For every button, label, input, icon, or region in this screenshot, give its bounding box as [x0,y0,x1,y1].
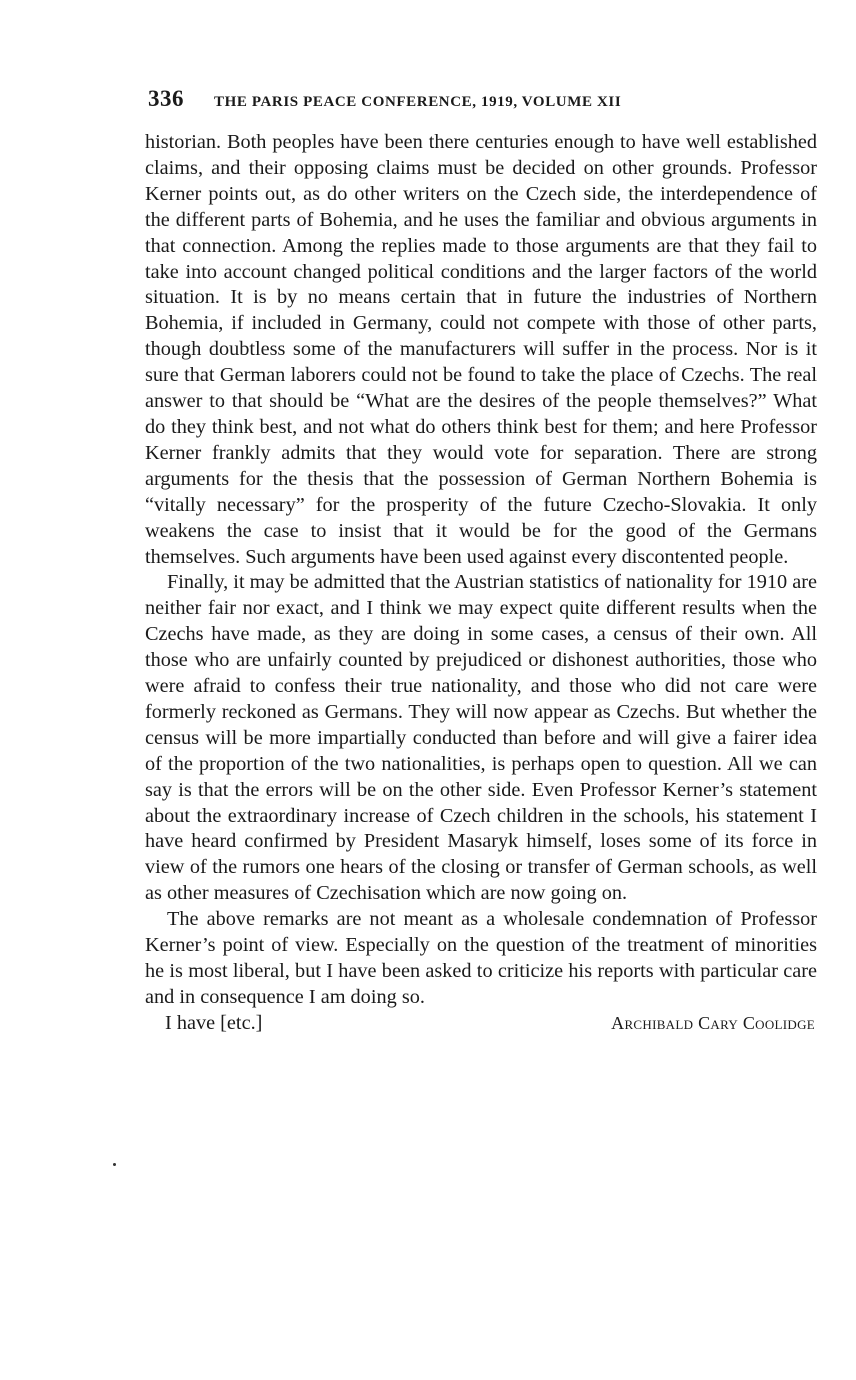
stray-mark [113,1163,116,1166]
paragraph-continued: historian. Both peoples have been there centuries enough to have well established claims, and their opposing claims must be decided on other grounds. Professor Kerner points out, as do other writers on the Czech side, the interdependence of the different parts of Bohemia, and he uses the familiar and obvious arguments in that connection. Among the replies made to those arguments are that they fail to take into account changed political conditions and the larger factors of the world situation. It is by no means certain that in future the industries of Northern Bohemia, if included in Germany, could not compete with those of other parts, though doubtless some of the manufacturers will suffer in the process. Nor is it sure that German laborers could not be found to take the place of Czechs. The real answer to that should be “What are the desires of the people themselves?” What do they think best, and not what do others think best for them; and here Professor Kerner frankly admits that they would vote for separation. There are strong arguments for the thesis that the possession of German Northern Bohemia is “vitally necessary” for the prosperity of the future Czecho-Slovakia. It only weakens the case to insist that it would be for the good of the Germans themselves. Such arguments have been used against every discontented people. [145,131,817,568]
closing-salutation: I have [etc.] [165,1011,263,1034]
running-head [148,86,748,114]
signature: Archibald Cary Coolidge [611,1012,815,1033]
page-number: 336 [148,86,184,111]
paragraph-census: Finally, it may be admitted that the Austrian statistics of nationality for 1910 are neither fair nor exact, and I think we may expect quite different results when the Czechs have made, as they are doing in some cases, a census of their own. All those who are unfairly counted by prejudiced or dishonest authorities, those who were afraid to confess their true nationality, and those who did not care were formerly reckoned as Germans. They will now appear as Czechs. But whether the census will be more impartially conducted than before and will give a fairer idea of the proportion of the two nationalities, is perhaps open to question. All we can say is that the errors will be on the other side. Even Professor Kerner’s statement about the extraordinary increase of Czech children in the schools, his statement I have heard confirmed by President Masaryk himself, loses some of its force in view of the rumors one hears of the closing or transfer of German schools, as well as other measures of Czechisation which are now going on. [145,571,817,905]
running-head-title: THE PARIS PEACE CONFERENCE, 1919, VOLUME XII [214,94,622,110]
body-text [145,130,817,1037]
paragraph-conclusion: The above remarks are not meant as a wholesale condemnation of Professor Kerner’s point of view. Especially on the question of the treatment of minorities he is most liberal, but I have been asked to criticize his reports with particular care and in consequence I am doing so. [145,908,817,1008]
closing-line [145,1011,817,1037]
